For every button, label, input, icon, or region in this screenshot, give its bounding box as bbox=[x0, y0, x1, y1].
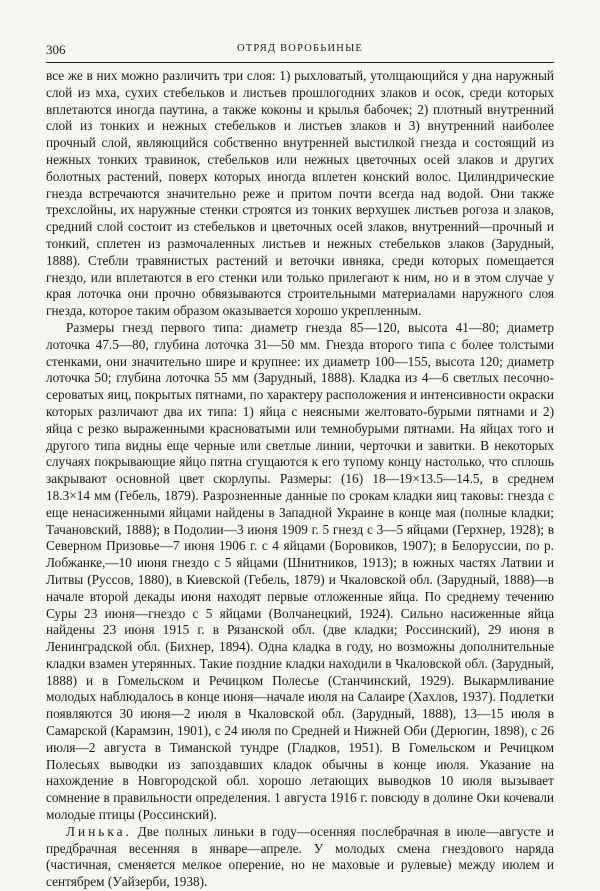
page-header bbox=[46, 42, 554, 63]
body-text bbox=[46, 68, 554, 891]
paragraph-molt bbox=[46, 824, 554, 891]
paragraph-nest-sizes-clutch: Размеры гнезд первого типа: диаметр гнезда 85—120, высота 41—80; диаметр лоточка 47.5—80, глубина лоточка 31—50 мм. Гнезда второго типа с более толстыми стенками, они значительно шире и крупнее: их диаметр 100—155, высота 120; диаметр лоточка 50; глубина лоточка 55 мм (Зарудный, 1888). Кладка из 4—6 светлых песочно-сероватых яиц, покрытых пятнами, по характеру расположения и интенсивности окраски которых различают два их типа: 1) яйца с неясными желтовато-бурыми пятнами и 2) яйца с резко выраженными красноватыми или темнобурыми пятнами. На яйцах того и другого типа видны еще черные или светлые линии, черточки и завитки. В некоторых случаях покрывающие яйцо пятна сгущаются к его тупому концу настолько, что сплошь закрывают основной цвет скорлупы. Размеры: (16) 18—19×13.5—14.5, в среднем 18.3×14 мм (Гебель, 1879). Разрозненные данные по срокам кладки яиц таковы: гнезда с еще ненасиженными яйцами найдены в Западной Украине в конце мая (полные кладки; Тачановский, 1888); в Подолии—3 июня 1909 г. 5 гнезд с 3—5 яйцами (Герхнер, 1928); в Северном Призовье—7 июня 1906 г. с 4 яйцами (Боровиков, 1907); в Белоруссии, по р. Лобжанке,—10 июня гнездо с 5 яйцами (Шнитников, 1913); в южных частях Латвии и Литвы (Руссов, 1880), в Киевской (Гебель, 1879) и Чкаловской обл. (Зарудный, 1888)—в начале второй декады июня находят первые отложенные яйца. По среднему течению Суры 23 июня—гнездо с 5 яйцами (Волчанецкий, 1924). Сильно насиженные яйца найдены 23 июня 1915 г. в Рязанской обл. (две кладки; Россинский), 29 июня в Ленинградской обл. (Бихнер, 1894). Одна кладка в году, но возможны дополнительные кладки взамен утерянных. Такие поздние кладки находили в Чкаловской обл. (Зарудный, 1888) и в Гомельском и Речицком Полесье (Станчинский, 1929). Выкармливание молодых наблюдалось в конце июня—начале июля на Салаире (Хахлов, 1937). Подлетки появляются 30 июня—2 июля в Чкаловской обл. (Зарудный, 1888), 13—15 июля в Самарской (Карамзин, 1901), с 24 июля по Средней и Нижней Оби (Дерюгин, 1898), с 26 июля—2 августа в Тиманской тундре (Гладков, 1951). В Гомельском и Речицком Полесьях выводки из запоздавших кладок обычны в конце июля. Указание на нахождение в Новгородской обл. хорошо летающих выводков 10 июля вызывает сомнение в правильности определения. 1 августа 1916 г. повсюду в долине Оки кочевали молодые птицы (Россинский). bbox=[46, 319, 554, 823]
paragraph-nest-layers: все же в них можно различить три слоя: 1) рыхловатый, утолщающийся у дна наружный слой из мха, сухих стебельков и листьев прошлогодних злаков и осок, среди которых вплетаются иногда паутина, а также коконы и крылья бабочек; 2) плотный внутренний слой из тонких и нежных стебельков и листьев злаков и 3) внутренний наиболее прочный слой, являющийся собственно внутренней выстилкой гнезда и состоящий из нежных тонких травинок, стебельков или нежных цветочных осей злаков и других болотных растений, поверх которых иногда вплетен конский волос. Цилиндрические гнезда встречаются значительно реже и притом почти всегда над водой. Они также трехслойны, их наружные стенки строятся из тонких верхушек листьев рогоза и злаков, средний слой состоит из стебельков и цветочных осей злаков, внутренний—прочный и тонкий, сплетен из размочаленных листьев и нежных стебельков злаков (Зарудный, 1888). Стебли травянистых растений и веточки ивняка, среди которых помещается гнездо, или вплетаются в его стенки или только прилегают к ним, но и в этом случае у края лоточка они прочно обвязываются строительными материалами наружного слоя гнезда, которое таким образом оказывается хорошо укрепленным. bbox=[46, 68, 554, 319]
molt-text: Две полных линьки в году—осенняя послебрачная в июле—августе и предбрачная весенняя в январе—апреле. У молодых смена гнездового наряда (частичная, сменяется мелкое оперение, но не маховые и рулевые) между июлем и сентябрем (Уайзерби, 1938). bbox=[46, 823, 554, 890]
section-lead: Линька. bbox=[66, 823, 132, 839]
running-title: ОТРЯД ВОРОБЬИНЫЕ bbox=[236, 43, 364, 54]
page-number: 306 bbox=[46, 42, 66, 57]
